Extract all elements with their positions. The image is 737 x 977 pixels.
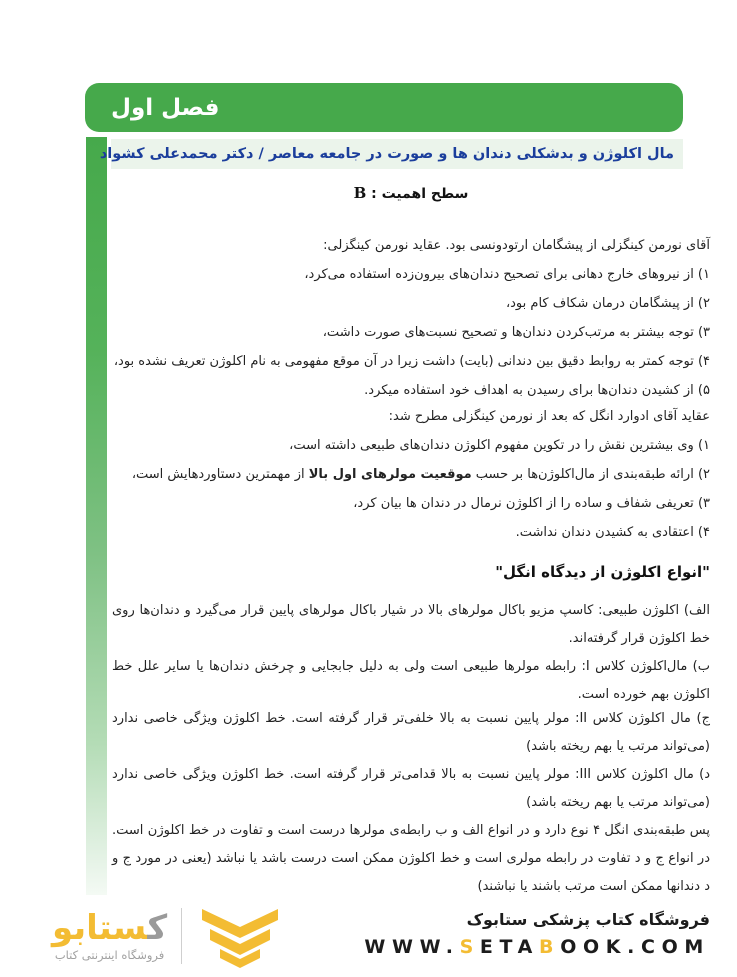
angle-section [90,402,710,547]
kingsley-item-1: ۱) از نیروهای خارج دهانی برای تصحیح دندان‌های بیرون‌زده استفاده می‌کرد، [304,267,710,282]
importance-label: سطح اهمیت : [366,186,469,202]
importance-value: B [353,184,367,202]
url-part: ETA [479,936,540,958]
kingsley-intro: آقای نورمن کینگزلی از پیشگامان ارتودونسی بود. عقاید نورمن کینگزلی: [323,238,710,253]
url-part-accent: S [459,936,480,958]
paragraph-summary: پس طبقه‌بندی انگل ۴ نوع دارد و در انواع الف و ب رابطه‌ی مولرها درست است و تفاوت در خط اکلوژن است. در انواع ج و د تفاوت در رابطه مولری است و خط اکلوژن ممکن است درست باشد یا نباشد (یعنی در مورد ج و د دندانها ممکن است مرتب باشند یا نباشند) [112,823,711,894]
logo-divider [181,908,182,964]
setabook-logo [52,903,284,969]
footer-store-info [364,910,710,958]
kingsley-item-4: ۴) توجه کمتر به روابط دقیق بین دندانی (بایت) داشت زیرا در آن موقع مفهومی به نام اکلوژن تعریف نشده بود، [113,354,710,369]
book-title-bar [99,139,683,169]
angle-item-2-bold: موقعیت مولرهای اول بالا [308,467,472,482]
angle-item-4: ۴) اعتقادی به کشیدن دندان نداشت. [515,525,710,540]
footer-store-title: فروشگاه کتاب پزشکی ستابوک [466,910,710,929]
angle-item-2-post: از مهمترین دستاوردهایش است، [131,467,309,482]
wordmark-accent: ک [147,908,168,948]
setabook-wordmark [52,910,167,946]
occlusion-types-heading: "انواع اکلوژن از دیدگاه انگل" [495,563,710,581]
paragraph-class-3: د) مال اکلوژن کلاس III: مولر پایین نسبت به بالا قدامی‌تر قرار گرفته است. خط اکلوژن ویژگی خاصی ندارد (می‌تواند مرتب یا بهم ریخته باشد) [112,767,710,810]
setabook-chevron-icon [196,903,284,969]
paragraph-class-1: ب) مال‌اکلوژن کلاس I: رابطه مولرها طبیعی است ولی به دلیل جابجایی و چرخش دندان‌ها یا سایر علل خط اکلوژن بهم خورده است. [112,659,710,702]
importance-level [112,184,710,202]
angle-item-1: ۱) وی بیشترین نقش را در تکوین مفهوم اکلوژن دندان‌های طبیعی داشته است، [289,438,710,453]
book-title: مال اکلوژن و بدشکلی دندان ها و صورت در جامعه معاصر / دکتر محمدعلی کشواد [99,146,674,162]
paragraph-class-2: ج) مال اکلوژن کلاس II: مولر پایین نسبت به بالا خلفی‌تر قرار گرفته است. خط اکلوژن ویژگی خاصی ندارد (می‌تواند مرتب یا بهم ریخته باشد) [112,711,710,754]
url-part: OOK.COM [560,936,710,958]
setabook-tagline: فروشگاه اینترنتی کتاب [54,948,165,962]
url-part-accent: B [539,936,561,958]
kingsley-item-2: ۲) از پیشگامان درمان شکاف کام بود، [505,296,710,311]
kingsley-item-3: ۳) توجه بیشتر به مرتب‌کردن دندان‌ها و تصحیح نسبت‌های صورت داشت، [322,325,710,340]
kingsley-section [90,231,710,405]
angle-item-2 [90,460,710,489]
angle-intro: عقاید آقای ادوارد انگل که بعد از نورمن کینگزلی مطرح شد: [388,409,710,424]
footer-website-url [364,936,710,958]
wordmark-main: ستابو [52,908,148,948]
chapter-header-bar [85,83,683,132]
chapter-title: فصل اول [111,94,220,121]
paragraph-natural-occlusion: الف) اکلوژن طبیعی: کاسپ مزیو باکال مولرهای بالا در شیار باکال مولرهای پایین قرار می‌گیرد و دندان‌ها روی خط اکلوژن قرار گرفته‌اند. [112,603,710,646]
setabook-wordmark-group [52,910,167,962]
url-part: WWW. [364,936,460,958]
kingsley-item-5: ۵) از کشیدن دندان‌ها برای رسیدن به اهداف خود استفاده میکرد. [364,383,710,398]
angle-item-2-pre: ۲) ارائه طبقه‌بندی از مال‌اکلوژن‌ها بر حسب [471,467,710,482]
angle-item-3: ۳) تعریفی شفاف و ساده را از اکلوژن نرمال در دندان ها بیان کرد، [353,496,710,511]
